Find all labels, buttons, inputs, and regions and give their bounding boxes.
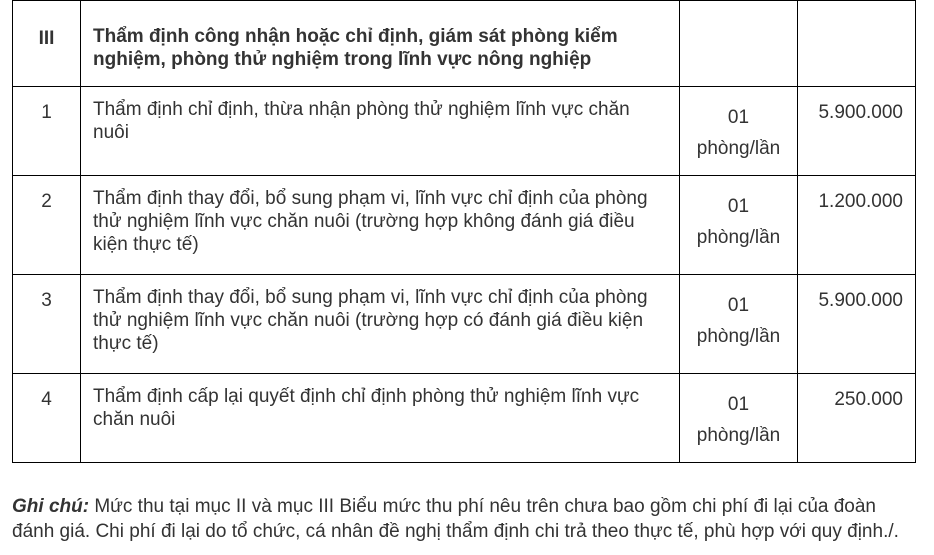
row-content: Thẩm định chỉ định, thừa nhận phòng thử nghiệm lĩnh vực chăn nuôi	[93, 99, 630, 143]
footnote-label: Ghi chú:	[12, 496, 90, 517]
row-number: 3	[41, 290, 52, 311]
footnote	[12, 494, 922, 544]
row-unit-label: phòng/lần	[696, 138, 781, 159]
row-number: 1	[41, 102, 52, 123]
footnote-text: Mức thu tại mục II và mục III Biểu mức thu phí nêu trên chưa bao gồm chi phí đi lại của đoàn đánh giá. Chi phí đi lại do tổ chức, cá nhân đề nghị thẩm định chi trả theo thực tế, phù hợp với quy định./.	[12, 496, 899, 542]
row-content: Thẩm định thay đổi, bổ sung phạm vi, lĩnh vực chỉ định của phòng thử nghiệm lĩnh vực chăn nuôi (trường hợp không đánh giá điều kiện thực tế)	[93, 188, 648, 255]
row-unit-cell	[680, 176, 798, 275]
row-content-cell	[81, 87, 680, 176]
row-content-cell	[81, 176, 680, 275]
section-title-cell	[81, 1, 680, 87]
row-content-cell	[81, 275, 680, 374]
section-amount-cell	[798, 1, 916, 87]
row-number-cell	[13, 176, 81, 275]
table-row	[13, 176, 916, 275]
row-amount-cell	[798, 176, 916, 275]
row-amount-cell	[798, 87, 916, 176]
row-unit-label: phòng/lần	[696, 227, 781, 248]
row-amount-cell	[798, 275, 916, 374]
section-number: III	[38, 28, 55, 49]
row-number: 4	[41, 389, 52, 410]
section-number-cell	[13, 1, 81, 87]
row-content: Thẩm định cấp lại quyết định chỉ định phòng thử nghiệm lĩnh vực chăn nuôi	[93, 386, 640, 430]
fee-table	[12, 0, 916, 463]
row-unit-count: 01	[727, 295, 750, 316]
table-section-row	[13, 1, 916, 87]
row-number-cell	[13, 275, 81, 374]
row-amount: 250.000	[834, 389, 903, 410]
row-amount: 5.900.000	[818, 290, 903, 311]
table-row	[13, 87, 916, 176]
table-row	[13, 275, 916, 374]
row-unit-cell	[680, 275, 798, 374]
row-amount: 5.900.000	[818, 102, 903, 123]
table-row	[13, 374, 916, 463]
row-number-cell	[13, 374, 81, 463]
section-unit-cell	[680, 1, 798, 87]
row-unit-count: 01	[727, 394, 750, 415]
row-content: Thẩm định thay đổi, bổ sung phạm vi, lĩnh vực chỉ định của phòng thử nghiệm lĩnh vực chăn nuôi (trường hợp có đánh giá điều kiện thực tế)	[93, 287, 648, 354]
row-number: 2	[41, 191, 52, 212]
row-unit-count: 01	[727, 196, 750, 217]
row-unit-cell	[680, 374, 798, 463]
row-amount: 1.200.000	[818, 191, 903, 212]
row-unit-label: phòng/lần	[696, 425, 781, 446]
row-unit-cell	[680, 87, 798, 176]
row-content-cell	[81, 374, 680, 463]
row-number-cell	[13, 87, 81, 176]
section-title: Thẩm định công nhận hoặc chỉ định, giám sát phòng kiểm nghiệm, phòng thử nghiệm trong lĩnh vực nông nghiệp	[93, 26, 618, 70]
row-amount-cell	[798, 374, 916, 463]
row-unit-label: phòng/lần	[696, 326, 781, 347]
row-unit-count: 01	[727, 107, 750, 128]
